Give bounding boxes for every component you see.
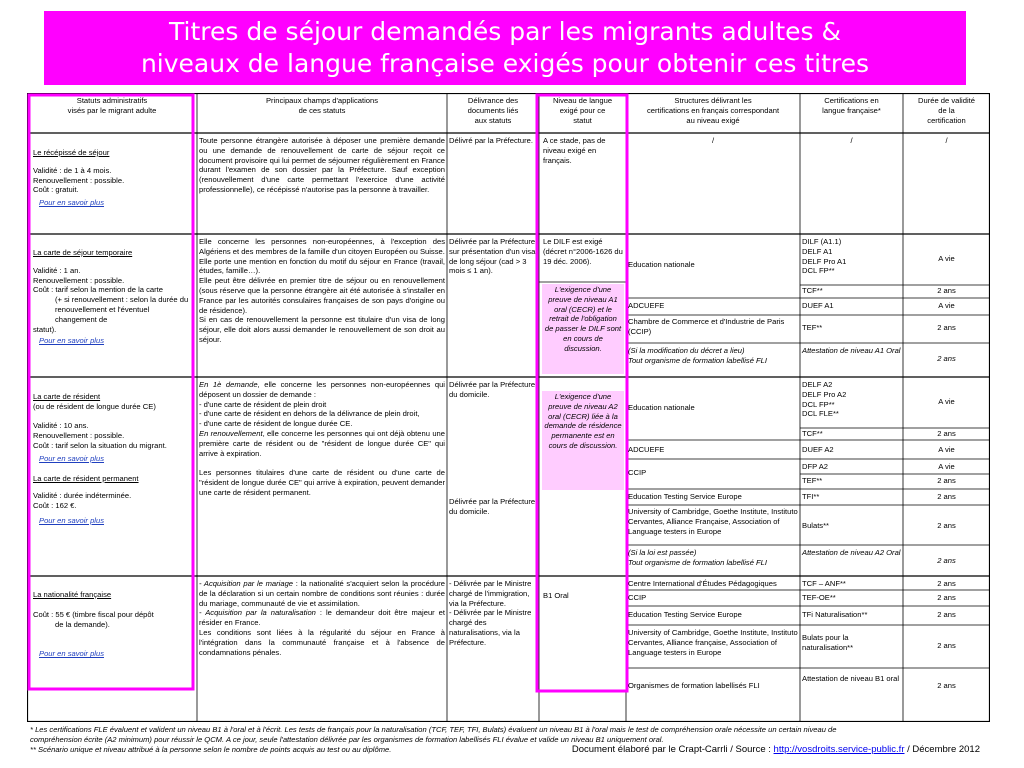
- structure-cell: CCIP: [628, 593, 647, 602]
- field-text-2: , elle concerne les personnes qui ont déjà obtenu une première carte de résident ou de "résident de longue durée CE" qui arrive à expiration. Les personnes titulaires d'une carte de résident ou d'une carte de "résident de longue durée CE" qui arrive à expiration, peuvent demander une carte de résident permanent.: [199, 428, 445, 497]
- duration-cell: 2 ans: [937, 492, 956, 501]
- status-details-permanent: Validité : durée indéterminée. Coût : 162 €.: [33, 491, 132, 511]
- source-link[interactable]: http://vosdroits.service-public.fr: [773, 744, 905, 755]
- field-lead: - Acquisition par le mariage: [199, 579, 294, 588]
- field-cell: Elle concerne les personnes non-européennes, à l'exception des Algériens et des membres de la famille d'un citoyen Européen ou Suisse. Elle porte une mention en fonction du motif du séjour en France (travail, études, famille…). Elle peut être délivrée en premier titre de séjour ou en renouvellement (sous réserve que la personne étrangère ait été autorisée à s'installer en France par les autorités consulaires françaises de son pays d'origine ou de résidence). Si en cas de renouvellement la personne est titulaire d'un visa de long séjour, elle doit alors aussi demander le renouvellement de son droit au séjour.: [199, 237, 445, 344]
- duration-cell: 2 ans: [937, 521, 956, 530]
- title-line-2: niveaux de langue française exigés pour obtenir ces titres: [140, 49, 870, 78]
- delivery-cell: Délivrée par la Préfecture sur présentation d'un visa de long séjour (cad > 3 mois ≤ 1 an).: [449, 237, 536, 276]
- certification-cell: TFI**: [802, 492, 820, 501]
- certification-cell: DUEF A2: [802, 445, 834, 454]
- more-info-link[interactable]: Pour en savoir plus: [39, 336, 105, 346]
- duration-cell: 2 ans: [937, 354, 956, 363]
- delivery-cell-permanent: Délivrée par la Préfecture du domicile.: [449, 497, 536, 516]
- header-certifications: Certifications en langue française*: [822, 96, 881, 115]
- certification-cell: DFP A2: [802, 462, 829, 471]
- structure-cell: ADCUEFE: [628, 445, 665, 454]
- field-cell: [197, 578, 447, 698]
- more-info-link[interactable]: Pour en savoir plus: [39, 649, 105, 659]
- duration-cell: A vie: [938, 397, 955, 406]
- duration-cell: 2 ans: [937, 681, 956, 690]
- status-details: Validité : 1 an. Renouvellement : possible. Coût : tarif selon la mention de la carte: [33, 265, 164, 295]
- title-banner: [44, 11, 966, 85]
- structure-cell: CCIP: [628, 468, 647, 477]
- duration-cell: 2 ans: [937, 323, 956, 332]
- certification-cell: Bulats pour la naturalisation**: [802, 633, 854, 652]
- field-text: : la nationalité s'acquiert selon la procédure de la déclaration si un certain nombre de conditions sont réunies : durée du mariage, communauté de vie et assimilation.: [199, 579, 445, 608]
- title-line-1: Titres de séjour demandés par les migrants adultes &: [169, 17, 841, 46]
- status-details: (ou de résident de longue durée CE) Validité : 10 ans. Renouvellement : possible. Coût : tarif selon la situation du migrant.: [33, 401, 167, 450]
- structure-cell: Centre International d'Études Pédagogiques: [628, 579, 777, 588]
- field-text-2: : le demandeur doit être majeur et résider en France. Les conditions sont liées à la régularité du séjour en France à l'intégration dans la communauté française et à l'absence de condamnations pénales.: [199, 608, 445, 657]
- status-title: Le récépissé de séjour: [33, 148, 110, 157]
- structure-cell: Organismes de formation labellisés FLI: [628, 681, 760, 690]
- certification-cell: Attestation de niveau B1 oral: [802, 674, 900, 683]
- footer-prefix: Document élaboré par le Crapt-Carrli / Source :: [571, 744, 774, 755]
- footer-suffix: / Décembre 2012: [904, 744, 980, 755]
- status-cell-carte-sejour-temporaire: [31, 247, 191, 373]
- duration-cell: /: [945, 136, 948, 145]
- certification-cell: TEF-OE**: [802, 593, 836, 602]
- delivery-cell: - Délivrée par le Ministre chargé de l'immigration, via la Préfecture. - Délivrée par le Ministre chargé des naturalisations, via la Préfecture.: [449, 579, 532, 647]
- level-cell: Le DILF est exigé (décret n°2006-1626 du 19 déc. 2006).: [543, 237, 623, 266]
- structure-cell: Chambre de Commerce et d'Industrie de Paris (CCIP): [628, 317, 785, 336]
- duration-cell: 2 ans: [937, 286, 956, 295]
- header-structures: Structures délivrant les certifications en français correspondant au niveau exigé: [646, 96, 780, 125]
- duration-cell: 2 ans: [937, 593, 956, 602]
- header-delivery: Délivrance des documents liés aux statuts: [467, 96, 519, 125]
- status-cell-nationalite: [31, 589, 191, 689]
- field-text: , elle concerne les personnes non-européennes qui déposent un dossier de demande : - d'une carte de résident de plein droit - d'une carte de résident en dehors de la délivrance de plein droit, - d'une carte de résident de longue durée CE.: [199, 380, 445, 429]
- certification-cell: TCF**: [802, 429, 823, 438]
- structure-cell: ADCUEFE: [628, 301, 665, 310]
- duration-cell: A vie: [938, 301, 955, 310]
- certification-cell: TCF – ANF**: [802, 579, 846, 588]
- certification-cell: DUEF A1: [802, 301, 834, 310]
- status-title: La carte de résident: [33, 392, 101, 401]
- delivery-cell: Délivrée par la Préfecture du domicile.: [449, 380, 536, 399]
- status-details: Validité : de 1 à 4 mois. Renouvellement : possible. Coût : gratuit.: [33, 165, 125, 195]
- certification-cell: Attestation de niveau A1 Oral: [802, 346, 901, 355]
- status-details-indent: de la demande).: [55, 619, 110, 629]
- more-info-link[interactable]: Pour en savoir plus: [39, 198, 105, 208]
- status-table: [27, 93, 990, 722]
- status-title: La carte de séjour temporaire: [33, 248, 133, 257]
- footnote-1: * Les certifications FLE évaluent et valident un niveau B1 à l'oral et à l'écrit. Les tests de français pour la naturalisation (TCF, TEF, TFI, Bulats) évaluent un niveau B1 à l'oral mais le test de compréhension orale nécessite un certain niveau de: [30, 725, 837, 734]
- duration-cell: 2 ans: [937, 556, 956, 565]
- status-cell-recepisse: [31, 147, 191, 232]
- duration-cell: A vie: [938, 254, 955, 263]
- structure-cell: (Si la loi est passée) Tout organisme de formation labellisé FLI: [628, 548, 768, 567]
- duration-cell: 2 ans: [937, 610, 956, 619]
- certification-cell: DILF (A1.1) DELF A1 DELF Pro A1 DCL FP**: [802, 237, 847, 276]
- certification-cell: TEF**: [802, 476, 823, 485]
- structure-cell: /: [711, 136, 715, 145]
- header-duration: Durée de validité de la certification: [918, 96, 975, 125]
- level-pending-note: L'exigence d'une preuve de niveau A1 oral (CECR) et le retrait de l'obligation de passer le DILF sont en cours de discussion.: [542, 284, 624, 374]
- certification-cell: Bulats**: [802, 521, 830, 530]
- certification-cell: TEF**: [802, 323, 823, 332]
- certification-cell: TFi Naturalisation**: [802, 610, 868, 619]
- status-cell-carte-resident: [31, 391, 191, 574]
- level-cell: A ce stade, pas de niveau exigé en français.: [543, 136, 606, 165]
- more-info-link-permanent[interactable]: Pour en savoir plus: [39, 515, 105, 525]
- footnote-2: ** Scénario unique et niveau attribué à la personne selon le nombre de points acquis au test ou au diplôme.: [30, 745, 392, 755]
- duration-cell: 2 ans: [937, 429, 956, 438]
- structure-cell: Education nationale: [628, 403, 695, 412]
- duration-cell: A vie: [938, 445, 955, 454]
- header-status: Statuts administratifs visés par le migrant adulte: [67, 96, 157, 115]
- level-pending-note: L'exigence d'une preuve de niveau A2 oral (CECR) liée à la demande de résidence permanente est en cours de discussion.: [542, 391, 624, 490]
- structure-cell: (Si la modification du décret a lieu) Tout organisme de formation labellisé FLI: [628, 346, 768, 365]
- header-level: Niveau de langue exigé pour ce statut: [552, 96, 613, 125]
- status-title: La nationalité française: [33, 590, 112, 599]
- field-lead-2: En renouvellement: [199, 428, 263, 438]
- status-details-tail: statut).: [33, 324, 57, 334]
- duration-cell: 2 ans: [937, 476, 956, 485]
- delivery-cell: Délivré par la Préfecture.: [449, 136, 533, 145]
- status-details-indent: (+ si renouvellement : selon la durée du renouvellement et l'éventuel changement de: [55, 295, 189, 324]
- field-lead: En 1è demande: [199, 380, 258, 389]
- structure-cell: Education Testing Service Europe: [628, 610, 742, 619]
- more-info-link[interactable]: Pour en savoir plus: [39, 453, 105, 463]
- field-cell: Toute personne étrangère autorisée à déposer une première demande ou une demande de renouvellement de carte de séjour reçoit ce document provisoire qui lui permet de séjourner régulièrement en France durant l'examen de son dossier par la Préfecture. Sauf exception (renouvellement d'une carte permettant l'exercice d'une activité professionnelle), ce récépissé n'autorise pas la personne à travailler.: [199, 136, 445, 194]
- duration-cell: 2 ans: [937, 641, 956, 650]
- structure-cell: University of Cambridge, Goethe Institute, Instituto Cervantes, Alliance Française, Association of Language testers in Europe: [628, 507, 798, 536]
- duration-cell: 2 ans: [937, 579, 956, 588]
- source-footer: [480, 744, 980, 755]
- status-title-permanent: La carte de résident permanent: [33, 473, 139, 483]
- status-details: Coût : 55 € (timbre fiscal pour dépôt: [33, 609, 154, 619]
- header-fields: Principaux champs d'applications de ces statuts: [265, 96, 379, 115]
- structure-cell: Education Testing Service Europe: [628, 492, 742, 501]
- certification-cell: TCF**: [802, 286, 823, 295]
- certification-cell: /: [850, 136, 853, 145]
- field-lead-2: - Acquisition par la naturalisation: [199, 608, 316, 618]
- structure-cell: University of Cambridge, Goethe Institute, Instituto Cervantes, Alliance française, Association of Language testers in Europe: [628, 628, 798, 657]
- footnote-1-cont: compréhension écrite (A2 minimum) pour réussir le QCM. A ce jour, seule l'attestation délivrée par les organismes de formation labellisés FLI évalue et valide un niveau B1 uniquement oral.: [30, 735, 664, 745]
- field-cell: [197, 379, 447, 575]
- level-cell: B1 Oral: [543, 591, 569, 600]
- duration-cell: A vie: [938, 462, 955, 471]
- certification-cell: DELF A2 DELF Pro A2 DCL FP** DCL FLE**: [802, 380, 847, 419]
- certification-cell: Attestation de niveau A2 Oral: [802, 548, 901, 557]
- structure-cell: Education nationale: [628, 260, 695, 269]
